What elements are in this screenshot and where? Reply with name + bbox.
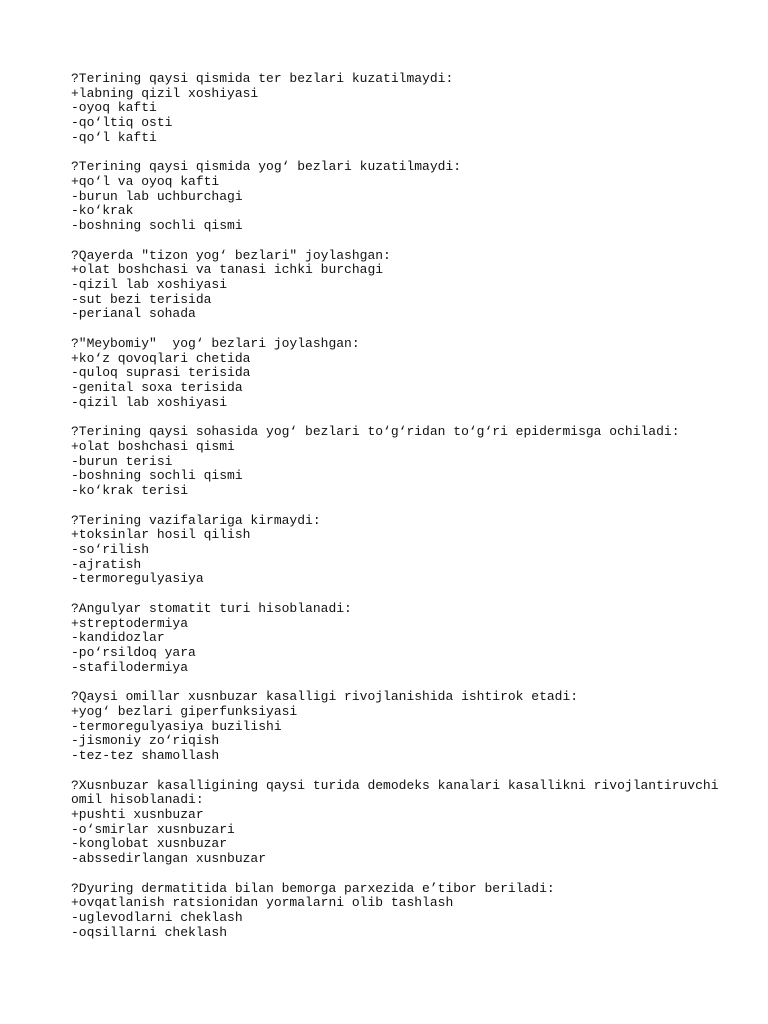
wrong-answer: -qizil lab xoshiyasi bbox=[71, 394, 228, 410]
wrong-answer: -uglevodlarni cheklash bbox=[71, 909, 243, 925]
question-text: ?Angulyar stomatit turi hisoblanadi: bbox=[71, 600, 352, 616]
question-block-4 bbox=[71, 337, 731, 411]
wrong-answer: -ko‘krak bbox=[71, 203, 134, 219]
correct-answer: +streptodermiya bbox=[71, 615, 189, 631]
question-block-8 bbox=[71, 690, 731, 764]
wrong-answer: -genital soxa terisida bbox=[71, 380, 243, 396]
question-text: ?"Meybomiy" yog‘ bezlari joylashgan: bbox=[71, 335, 360, 351]
question-text: ?Qayerda "tizon yog‘ bezlari" joylashgan: bbox=[71, 247, 391, 263]
wrong-answer: -oqsillarni cheklash bbox=[71, 924, 228, 940]
question-text: ?Terining vazifalariga kirmaydi: bbox=[71, 512, 321, 528]
wrong-answer: -o‘smirlar xusnbuzari bbox=[71, 821, 235, 837]
wrong-answer: -boshning sochli qismi bbox=[71, 218, 243, 234]
question-text: ?Dyuring dermatitida bilan bemorga parxezida e’tibor beriladi: bbox=[71, 880, 555, 896]
correct-answer: +pushti xusnbuzar bbox=[71, 806, 204, 822]
correct-answer: +ko‘z qovoqlari chetida bbox=[71, 350, 251, 366]
question-block-2 bbox=[71, 160, 731, 234]
question-block-1 bbox=[71, 72, 731, 146]
wrong-answer: -abssedirlangan xusnbuzar bbox=[71, 851, 267, 867]
question-block-9 bbox=[71, 779, 731, 867]
wrong-answer: -so‘rilish bbox=[71, 541, 150, 557]
correct-answer: +olat boshchasi qismi bbox=[71, 438, 235, 454]
wrong-answer: -qo‘l kafti bbox=[71, 129, 157, 145]
wrong-answer: -ajratish bbox=[71, 556, 142, 572]
wrong-answer: -perianal sohada bbox=[71, 306, 196, 322]
question-text: ?Qaysi omillar xusnbuzar kasalligi rivojlanishida ishtirok etadi: bbox=[71, 689, 579, 705]
wrong-answer: -termoregulyasiya bbox=[71, 571, 204, 587]
wrong-answer: -qizil lab xoshiyasi bbox=[71, 277, 228, 293]
document-page bbox=[71, 72, 731, 955]
question-block-5 bbox=[71, 425, 731, 499]
wrong-answer: -jismoniy zo‘riqish bbox=[71, 733, 220, 749]
correct-answer: +yog‘ bezlari giperfunksiyasi bbox=[71, 703, 298, 719]
wrong-answer: -termoregulyasiya buzilishi bbox=[71, 718, 282, 734]
wrong-answer: -konglobat xusnbuzar bbox=[71, 836, 228, 852]
wrong-answer: -quloq suprasi terisida bbox=[71, 365, 251, 381]
question-text: ?Terining qaysi qismida ter bezlari kuzatilmaydi: bbox=[71, 71, 454, 86]
wrong-answer: -oyoq kafti bbox=[71, 100, 157, 116]
wrong-answer: -po‘rsildoq yara bbox=[71, 644, 196, 660]
question-text: ?Xusnbuzar kasalligining qaysi turida demodeks kanalari kasallikni rivojlantiruvchi omil hisoblanadi: bbox=[71, 777, 727, 808]
question-block-10 bbox=[71, 882, 731, 941]
correct-answer: +ovqatlanish ratsionidan yormalarni olib tashlash bbox=[71, 895, 454, 911]
wrong-answer: -burun lab uchburchagi bbox=[71, 188, 243, 204]
wrong-answer: -boshning sochli qismi bbox=[71, 468, 243, 484]
correct-answer: +labning qizil xoshiyasi bbox=[71, 85, 259, 101]
wrong-answer: -tez-tez shamollash bbox=[71, 748, 220, 763]
question-block-3 bbox=[71, 249, 731, 323]
wrong-answer: -sut bezi terisida bbox=[71, 291, 212, 307]
wrong-answer: -qo‘ltiq osti bbox=[71, 115, 173, 131]
question-text: ?Terining qaysi qismida yog‘ bezlari kuzatilmaydi: bbox=[71, 159, 462, 175]
correct-answer: +qo‘l va oyoq kafti bbox=[71, 174, 220, 190]
question-block-7 bbox=[71, 602, 731, 676]
correct-answer: +toksinlar hosil qilish bbox=[71, 527, 251, 543]
wrong-answer: -ko‘krak terisi bbox=[71, 483, 189, 499]
question-block-6 bbox=[71, 514, 731, 588]
wrong-answer: -stafilodermiya bbox=[71, 659, 189, 675]
correct-answer: +olat boshchasi va tanasi ichki burchagi bbox=[71, 262, 384, 278]
wrong-answer: -kandidozlar bbox=[71, 630, 165, 646]
wrong-answer: -burun terisi bbox=[71, 453, 173, 469]
question-text: ?Terining qaysi sohasida yog‘ bezlari to‘g‘ridan to‘g‘ri epidermisga ochiladi: bbox=[71, 424, 680, 440]
